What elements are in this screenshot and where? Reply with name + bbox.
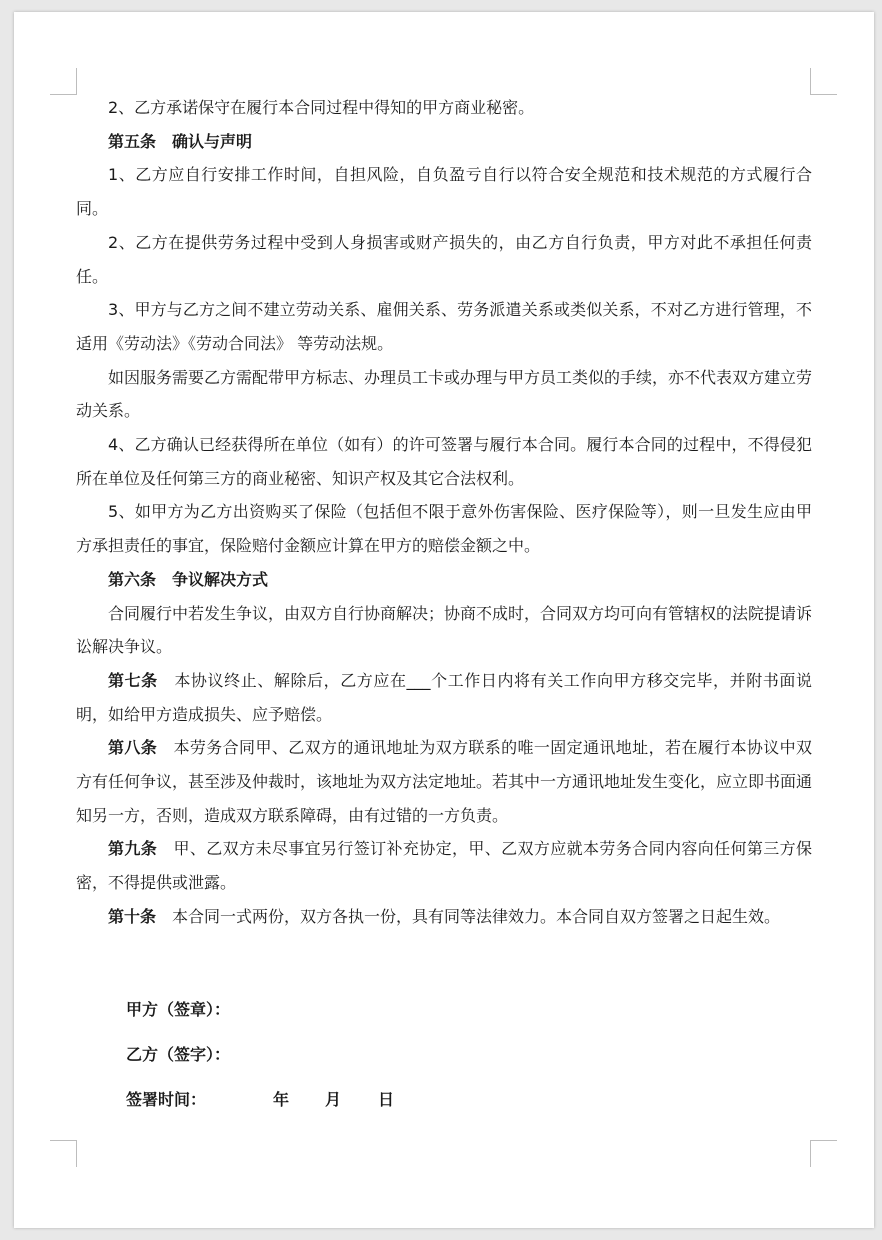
page-corner-mark bbox=[50, 1140, 77, 1167]
clause-heading: 第六条 争议解决方式 bbox=[108, 569, 269, 589]
signing-year-label: 年 bbox=[273, 1090, 290, 1109]
paragraph bbox=[76, 293, 812, 360]
paragraph bbox=[76, 428, 812, 495]
document-page bbox=[14, 12, 874, 1228]
paragraph-text: 2、乙方承诺保守在履行本合同过程中得知的甲方商业秘密。 bbox=[108, 98, 535, 117]
party-b-signature-label: 乙方（签字）： bbox=[126, 1045, 231, 1064]
paragraph bbox=[76, 91, 812, 125]
clause-heading: 第十条 bbox=[108, 906, 157, 926]
paragraph-text: 如因服务需要乙方需配带甲方标志、办理员工卡或办理与甲方员工类似的手续，亦不代表双方建立劳动关系。 bbox=[76, 367, 813, 421]
signing-day-label: 日 bbox=[378, 1090, 395, 1109]
paragraph-text: 合同履行中若发生争议，由双方自行协商解决；协商不成时，合同双方均可向有管辖权的法院提请诉讼解决争议。 bbox=[76, 603, 813, 657]
page-corner-mark bbox=[50, 68, 77, 95]
paragraph bbox=[76, 597, 812, 664]
party-a-signature-label: 甲方（签章）： bbox=[126, 1000, 231, 1019]
signing-month-label: 月 bbox=[325, 1090, 342, 1109]
paragraph-text: 甲、乙双方未尽事宜另行签订补充协定，甲、乙双方应就本劳务合同内容向任何第三方保密，不得提供或泄露。 bbox=[76, 839, 812, 893]
paragraph bbox=[76, 731, 812, 832]
clause-heading: 第七条 bbox=[108, 670, 158, 690]
paragraph-text: 本合同一式两份，双方各执一份，具有同等法律效力。本合同自双方签署之日起生效。 bbox=[156, 906, 781, 926]
clause-heading: 第八条 bbox=[108, 738, 158, 758]
paragraph-text: 本劳务合同甲、乙双方的通讯地址为双方联系的唯一固定通讯地址，若在履行本协议中双方有任何争议，甚至涉及仲裁时，该地址为双方法定地址。若其中一方通讯地址发生变化，应立即书面通知另一方，否则，造成双方联系障碍，由有过错的一方负责。 bbox=[76, 738, 813, 825]
signing-date-label: 签署时间： bbox=[126, 1090, 207, 1109]
paragraph bbox=[76, 563, 812, 597]
paragraph bbox=[76, 900, 812, 934]
paragraph bbox=[76, 832, 812, 899]
paragraph-text: 本协议终止、解除后，乙方应在___个工作日内将有关工作向甲方移交完毕，并附书面说明，如给甲方造成损失、应予赔偿。 bbox=[76, 670, 812, 724]
paragraph-text: 2、乙方在提供劳务过程中受到人身损害或财产损失的，由乙方自行负责，甲方对此不承担任何责任。 bbox=[76, 232, 812, 286]
paragraph bbox=[76, 158, 812, 225]
page-corner-mark bbox=[810, 1140, 837, 1167]
paragraph-text: 3、甲方与乙方之间不建立劳动关系、雇佣关系、劳务派遣关系或类似关系，不对乙方进行管理，不适用《劳动法》《劳动合同法》 等劳动法规。 bbox=[76, 300, 812, 353]
paragraph bbox=[76, 125, 812, 159]
paragraph-text: 1、乙方应自行安排工作时间，自担风险，自负盈亏自行以符合安全规范和技术规范的方式履行合同。 bbox=[76, 165, 812, 219]
contract-body bbox=[76, 91, 812, 934]
clause-heading: 第九条 bbox=[108, 839, 158, 859]
paragraph bbox=[76, 226, 812, 293]
paragraph bbox=[76, 664, 812, 731]
paragraph bbox=[76, 361, 812, 428]
page-corner-mark bbox=[810, 68, 837, 95]
clause-heading: 第五条 确认与声明 bbox=[108, 131, 253, 151]
paragraph-text: 5、如甲方为乙方出资购买了保险（包括但不限于意外伤害保险、医疗保险等），则一旦发生应由甲方承担责任的事宜，保险赔付金额应计算在甲方的赔偿金额之中。 bbox=[76, 502, 812, 556]
paragraph bbox=[76, 495, 812, 562]
paragraph-text: 4、乙方确认已经获得所在单位（如有）的许可签署与履行本合同。履行本合同的过程中，不得侵犯所在单位及任何第三方的商业秘密、知识产权及其它合法权利。 bbox=[76, 435, 812, 488]
